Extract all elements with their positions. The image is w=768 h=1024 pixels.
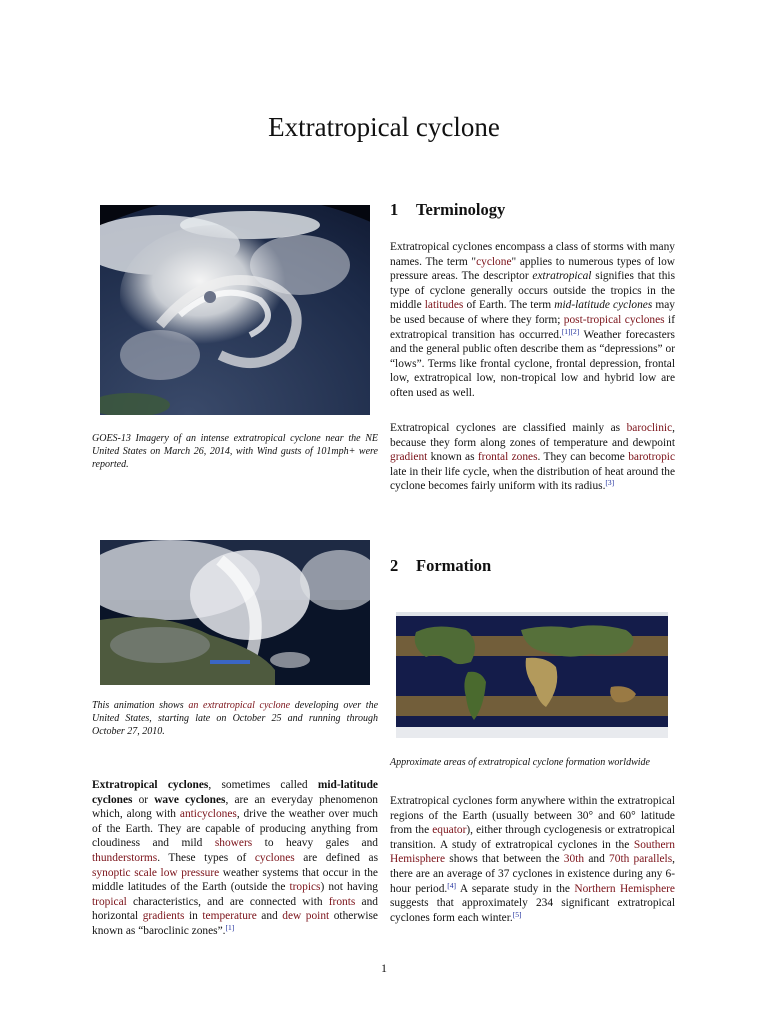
link-equator[interactable]: equator — [432, 824, 467, 837]
page-title: Extratropical cyclone — [268, 112, 500, 142]
citation-3[interactable]: [3] — [605, 478, 615, 488]
link-gradients[interactable]: gradients — [142, 910, 185, 923]
link-latitudes[interactable]: latitudes — [424, 299, 464, 312]
section-heading-terminology: 1 Terminology — [390, 200, 506, 219]
terminology-paragraph-1: Extratropical cyclones encompass a class of storms with many names. The term "cyclone" applies to numerous types of low pressure areas. The descriptor extratropical signifies that this type of cyclone generally occurs outside the tropics in the middle latitudes of Earth. The term mid-latitude cyclones may be used because of where they form; post-tropical cyclones if extratropical transition has occurred.[1][2] Weather forecasters and the general public often describe them as “depressions” or “lows”. Terms like frontal cyclone, frontal depression, frontal low, extratropical low, non-tropical low and hybrid low are often used as well. — [390, 241, 675, 399]
animation-caption: This animation shows an extratropical cyclone developing over the United States, starting late on October 25 and running through October 27, 2010. — [92, 700, 379, 738]
link-frontal-zones[interactable]: frontal zones — [477, 451, 538, 464]
citation-4[interactable]: [4] — [447, 880, 457, 890]
goes13-caption: GOES-13 Imagery of an intense extratropical cyclone near the NE United States on March 26, 2014, with Wind gusts of 101mph+ were reported. — [92, 433, 378, 471]
formation-paragraph: Extratropical cyclones form anywhere within the extratropical regions of the Earth (usually between 30° and 60° latitude from the equator), either through cyclogenesis or extratropical transition. A study of extratropical cyclones in the Southern Hemisphere shows that between the 30th and 70th parallels, there are an average of 37 cyclones in existence during any 6-hour period.[4] A separate study in the Northern Hemisphere suggests that approximately 234 significant extratropical cyclones form each winter.[5] — [390, 795, 676, 924]
link-anticyclones[interactable]: anticyclones — [179, 808, 237, 821]
link-cyclones[interactable]: cyclones — [254, 851, 295, 864]
link-baroclinic[interactable]: baroclinic — [626, 422, 673, 434]
link-30th[interactable]: 30th — [563, 853, 585, 866]
intro-paragraph: Extratropical cyclones, sometimes called mid-latitude cyclones or wave cyclones, are an everyday phenomenon which, along with anticyclones, drive the weather over much of the Earth. They are capable of producing anything from cloudiness and mild showers to heavy gales and thunderstorms. These types of cyclones are defined as synoptic scale low pressure weather systems that occur in the middle latitudes of the Earth (outside the tropics) not having tropical characteristics, and are connected with fronts and horizontal gradients in temperature and dew point otherwise known as “baroclinic zones”.[1] — [92, 779, 379, 937]
link-cyclone[interactable]: cyclone — [476, 255, 512, 268]
citation-1[interactable]: [1] — [225, 922, 235, 932]
link-70th-parallels[interactable]: 70th parallels — [609, 853, 673, 866]
terminology-paragraph-2: Extratropical cyclones are classified mainly as baroclinic, because they form along zones of temperature and dewpoint gradient known as frontal zones. They can become barotropic late in their life cycle, when the distribution of heat around the cyclone becomes fairly uniform with its radius.[3] — [390, 422, 675, 493]
link-barotropic[interactable]: barotropic — [628, 451, 675, 464]
link-showers[interactable]: showers — [214, 837, 253, 850]
link-northern-hemisphere[interactable]: Northern Hemisphere — [574, 882, 675, 895]
world-map-caption: Approximate areas of extratropical cyclone formation worldwide — [390, 757, 650, 768]
link-tropical[interactable]: tropical — [92, 895, 127, 908]
link-gradient[interactable]: gradient — [390, 451, 428, 464]
link-tropics[interactable]: tropics — [289, 881, 321, 894]
goes13-cyclone-image — [100, 205, 370, 415]
link-post-tropical-cyclones[interactable]: post-tropical cyclones — [563, 313, 665, 326]
link-low-pressure[interactable]: low pressure — [160, 866, 220, 879]
section-heading-formation: 2 Formation — [390, 556, 492, 575]
link-southern-hemisphere[interactable]: Southern Hemisphere — [390, 838, 675, 866]
link-dew-point[interactable]: dew point — [282, 910, 330, 923]
animation-cyclone-image — [100, 540, 370, 685]
citation-1[interactable]: [1] — [561, 326, 571, 336]
link-extratropical-cyclone[interactable]: an extratropical cyclone — [188, 700, 291, 711]
citation-5[interactable]: [5] — [512, 909, 522, 919]
page-number: 1 — [381, 961, 387, 975]
world-map-image — [396, 612, 668, 738]
citation-2[interactable]: [2] — [570, 326, 580, 336]
link-thunderstorms[interactable]: thunderstorms — [92, 851, 158, 864]
link-temperature[interactable]: temperature — [202, 910, 257, 923]
link-synoptic-scale[interactable]: synoptic scale — [92, 866, 157, 879]
link-fronts[interactable]: fronts — [328, 895, 356, 908]
